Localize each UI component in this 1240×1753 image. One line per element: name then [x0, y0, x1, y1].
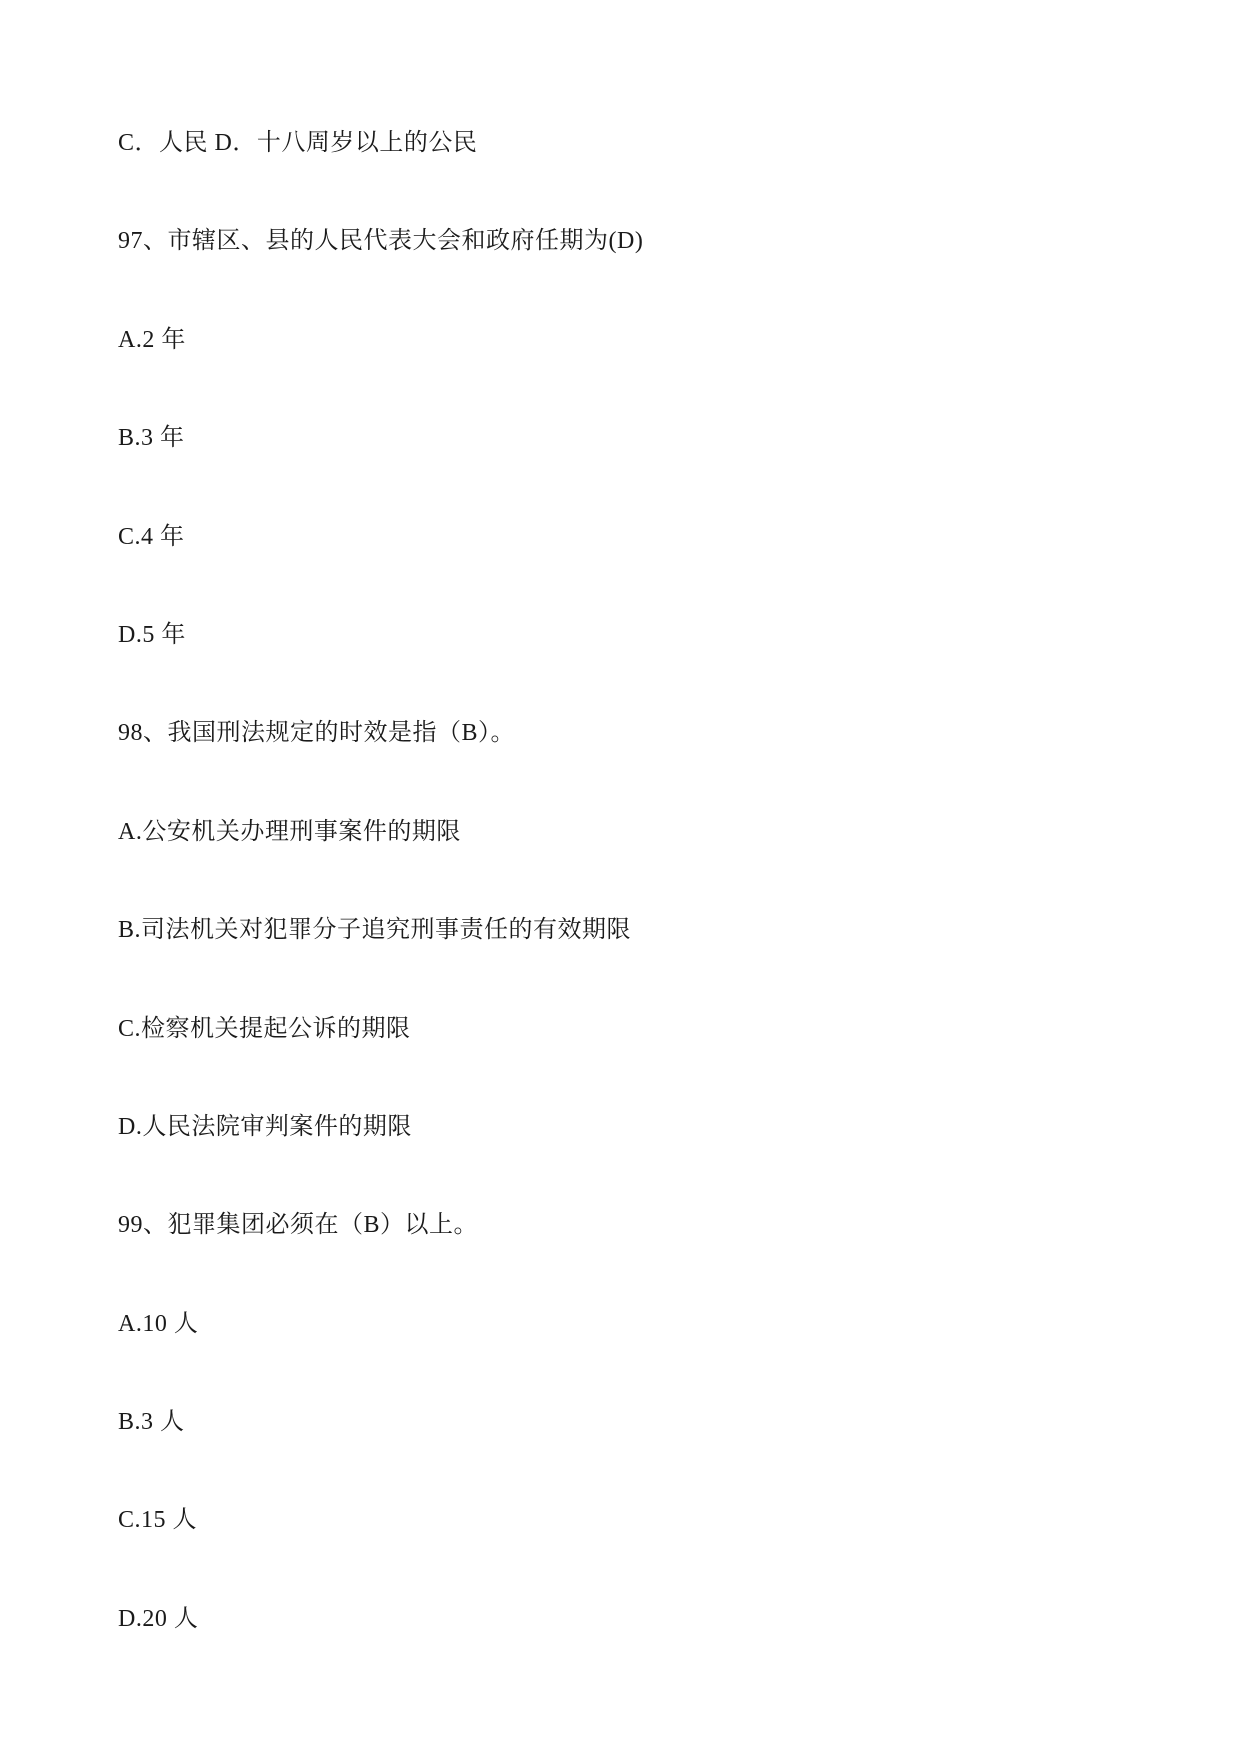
question-98-option-d: D.人民法院审判案件的期限: [118, 1113, 412, 1140]
question-99-option-d: D.20 人: [118, 1605, 199, 1632]
question-99-option-a: A.10 人: [118, 1310, 199, 1337]
question-97-option-b: B.3 年: [118, 425, 185, 452]
question-98-option-c: C.检察机关提起公诉的期限: [118, 1015, 411, 1042]
question-98-option-a: A.公安机关办理刑事案件的期限: [118, 818, 461, 845]
question-99-stem: 99、犯罪集团必须在（B）以上。: [118, 1212, 479, 1239]
question-97-option-d: D.5 年: [118, 621, 186, 648]
question-97-option-c: C.4 年: [118, 523, 185, 550]
question-97-option-a: A.2 年: [118, 326, 186, 353]
continued-options-line: C．人民 D．十八周岁以上的公民: [118, 130, 478, 156]
question-98-stem: 98、我国刑法规定的时效是指（B）。: [118, 720, 516, 747]
question-98-option-b: B.司法机关对犯罪分子追究刑事责任的有效期限: [118, 917, 632, 944]
question-97-stem: 97、市辖区、县的人民代表大会和政府任期为(D): [118, 228, 644, 255]
question-99-option-b: B.3 人: [118, 1409, 185, 1436]
question-99-option-c: C.15 人: [118, 1507, 198, 1534]
